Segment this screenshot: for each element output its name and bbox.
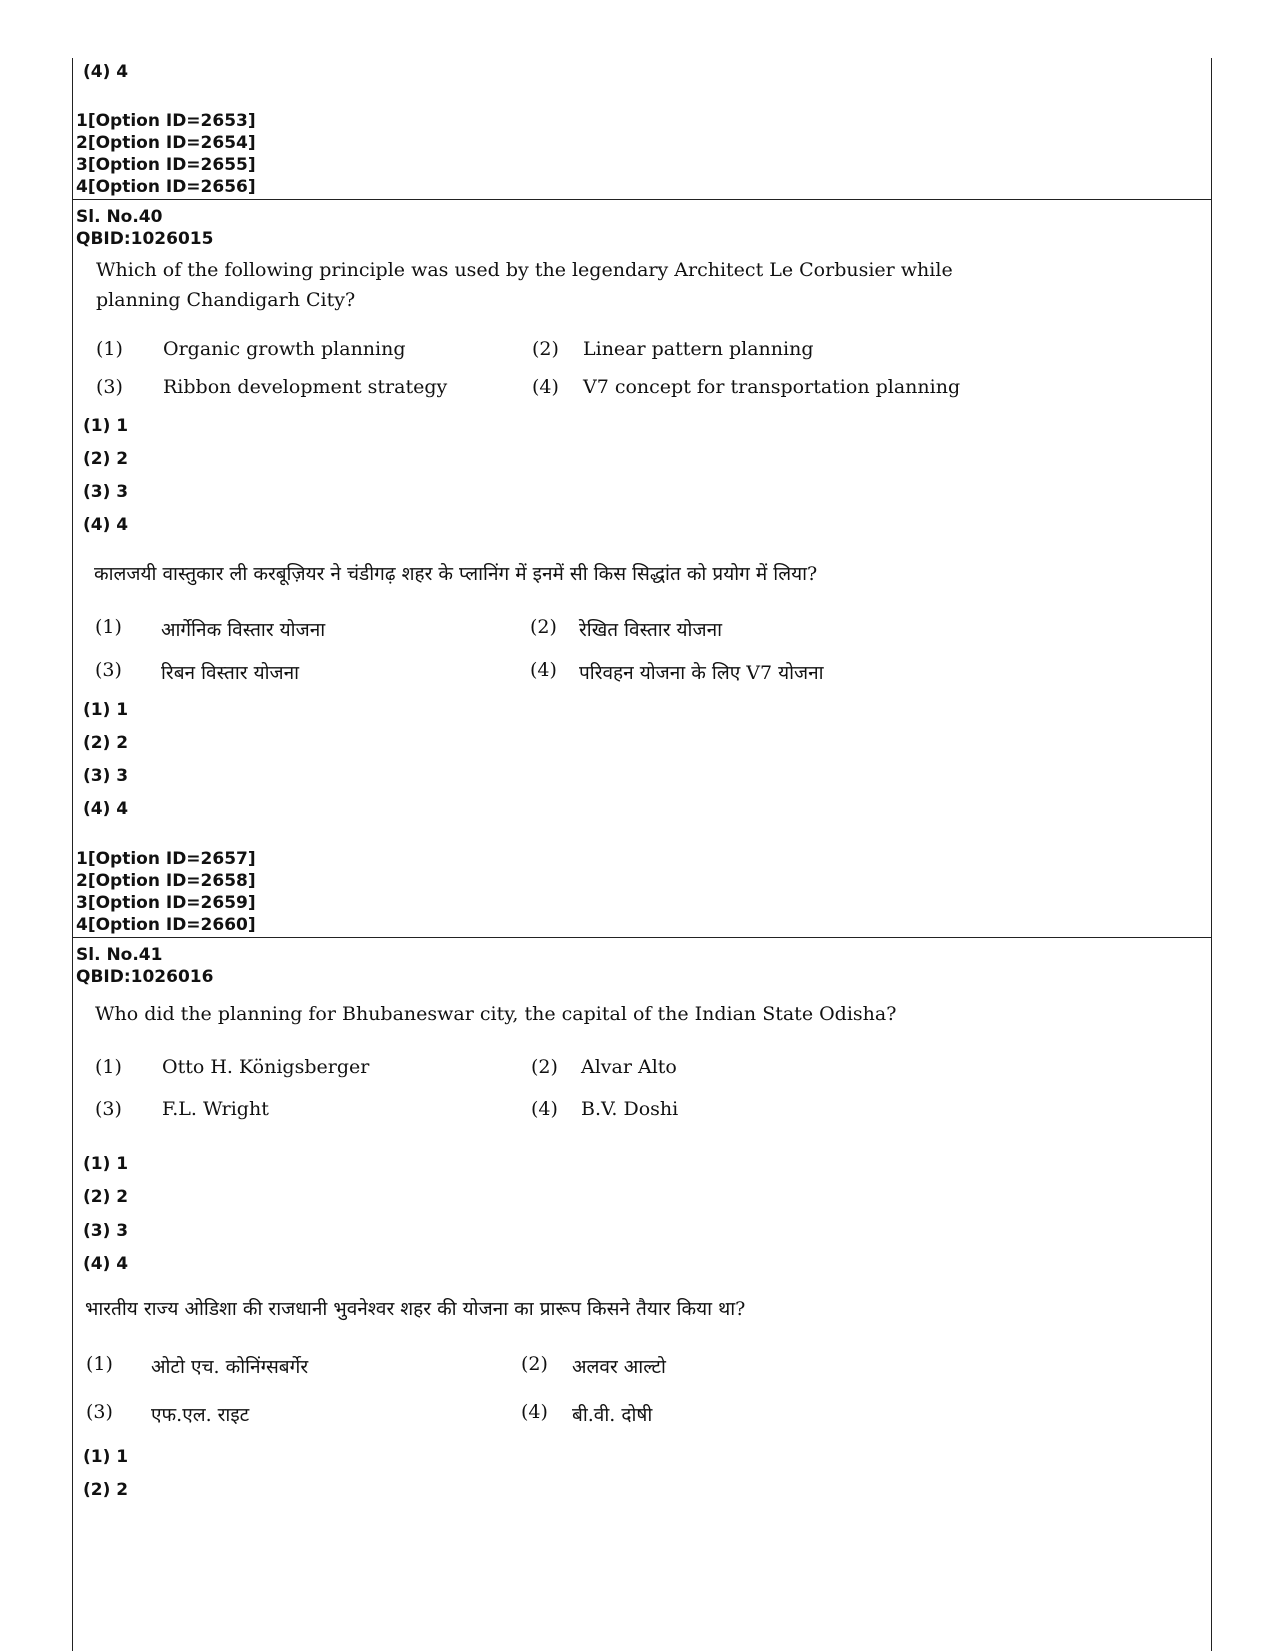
option-number: (2) <box>530 616 557 638</box>
option-text: Alvar Alto <box>581 1056 677 1078</box>
option-id: 4[Option ID=2656] <box>76 177 256 197</box>
option-number: (4) <box>531 1098 558 1120</box>
option-text: Organic growth planning <box>163 338 406 360</box>
question-text-en-line2: planning Chandigarh City? <box>96 289 356 311</box>
answer-choice[interactable]: (2) 2 <box>83 1480 129 1500</box>
answer-choice[interactable]: (4) 4 <box>83 1254 129 1274</box>
option-number: (4) <box>530 659 557 681</box>
option-text: परिवहन योजना के लिए V7 योजना <box>579 662 824 684</box>
option-number: (2) <box>532 338 559 360</box>
option-number: (3) <box>86 1401 113 1423</box>
answer-choice[interactable]: (1) 1 <box>83 416 129 436</box>
answer-choice[interactable]: (1) 1 <box>83 1447 129 1467</box>
answer-choice[interactable]: (3) 3 <box>83 1221 129 1241</box>
option-id: 2[Option ID=2658] <box>76 871 256 891</box>
question-text-en-line1: Which of the following principle was used by the legendary Architect Le Corbusier while <box>96 259 953 281</box>
option-text: Ribbon development strategy <box>163 376 448 398</box>
option-number: (4) <box>532 376 559 398</box>
qbid: QBID:1026015 <box>76 229 214 249</box>
question-text-en: Who did the planning for Bhubaneswar city, the capital of the Indian State Odisha? <box>95 1003 897 1025</box>
option-id: 4[Option ID=2660] <box>76 915 256 935</box>
serial-number: Sl. No.40 <box>76 207 163 227</box>
option-number: (2) <box>531 1056 558 1078</box>
option-number: (3) <box>96 376 123 398</box>
answer-choice[interactable]: (3) 3 <box>83 482 129 502</box>
option-text: एफ.एल. राइट <box>151 1404 250 1426</box>
answer-choice[interactable]: (4) 4 <box>83 515 129 535</box>
answer-choice[interactable]: (1) 1 <box>83 700 129 720</box>
option-text: बी.वी. दोषी <box>572 1404 653 1426</box>
option-text: V7 concept for transportation planning <box>583 376 961 398</box>
option-number: (3) <box>95 659 122 681</box>
answer-choice[interactable]: (2) 2 <box>83 733 129 753</box>
answer-choice[interactable]: (3) 3 <box>83 766 129 786</box>
option-number: (1) <box>95 1056 122 1078</box>
option-id: 1[Option ID=2657] <box>76 849 256 869</box>
option-text: रिबन विस्तार योजना <box>161 662 300 684</box>
option-text: रेखित विस्तार योजना <box>579 619 723 641</box>
option-id: 2[Option ID=2654] <box>76 133 256 153</box>
question-header <box>76 206 213 250</box>
option-text: आर्गेनिक विस्तार योजना <box>161 619 326 641</box>
question-text-hi: भारतीय राज्य ओडिशा की राजधानी भुवनेश्वर शहर की योजना का प्रारूप किसने तैयार किया था? <box>85 1298 746 1320</box>
option-id: 3[Option ID=2659] <box>76 893 256 913</box>
serial-number: Sl. No.41 <box>76 945 163 965</box>
option-id: 3[Option ID=2655] <box>76 155 256 175</box>
option-number: (2) <box>521 1353 548 1375</box>
divider <box>72 937 1212 938</box>
option-text: B.V. Doshi <box>581 1098 679 1120</box>
answer-choice[interactable]: (4) 4 <box>83 799 129 819</box>
answer-choice[interactable]: (2) 2 <box>83 449 129 469</box>
option-number: (1) <box>95 616 122 638</box>
option-id: 1[Option ID=2653] <box>76 111 256 131</box>
option-number: (3) <box>95 1098 122 1120</box>
option-text: Linear pattern planning <box>583 338 814 360</box>
option-text: F.L. Wright <box>162 1098 269 1120</box>
divider <box>72 199 1212 200</box>
question-text-hi: कालजयी वास्तुकार ली करबूज़ियर ने चंडीगढ़ शहर के प्लानिंग में इनमें सी किस सिद्धांत को प्रयोग में लिया? <box>94 563 818 585</box>
option-text: अलवर आल्टो <box>572 1356 666 1378</box>
option-number: (1) <box>86 1353 113 1375</box>
option-text: ओटो एच. कोनिंग्सबर्गेर <box>151 1356 309 1378</box>
answer-choice[interactable]: (2) 2 <box>83 1187 129 1207</box>
option-ids <box>76 848 256 936</box>
question-header <box>76 944 213 988</box>
option-number: (1) <box>96 338 123 360</box>
answer-choice-4: (4) 4 <box>83 62 129 82</box>
option-number: (4) <box>521 1401 548 1423</box>
option-ids <box>76 110 256 198</box>
option-text: Otto H. Königsberger <box>162 1056 370 1078</box>
answer-choice[interactable]: (1) 1 <box>83 1154 129 1174</box>
qbid: QBID:1026016 <box>76 967 214 987</box>
